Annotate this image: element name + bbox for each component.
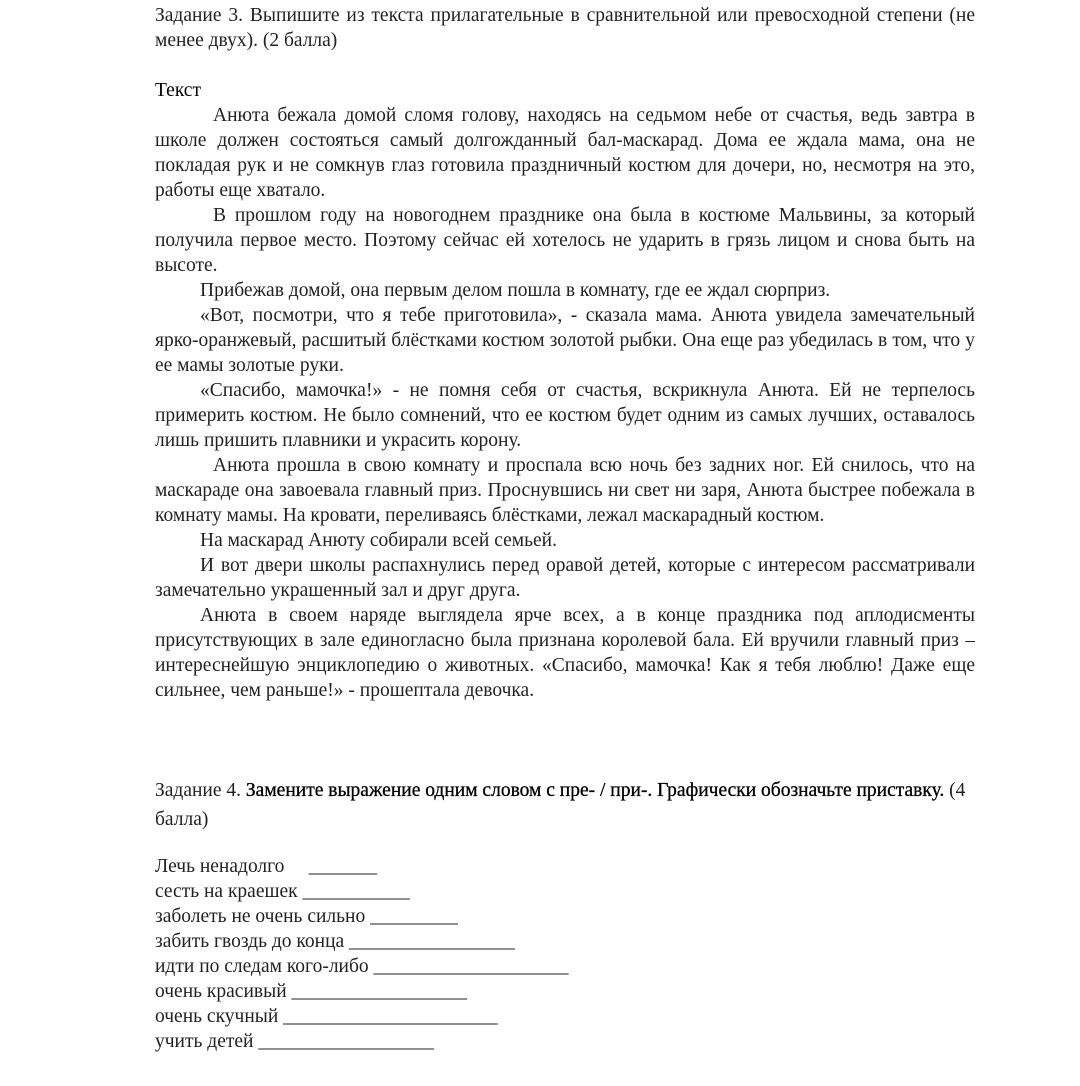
paragraph: И вот двери школы распахнулись перед оравой детей, которые с интересом рассматривали замечательно украшенный зал и друг друга. — [155, 555, 975, 601]
paragraph: Анюта прошла в свою комнату и проспала всю ночь без задних ног. Ей снилось, что на маскараде она завоевала главный приз. Проснувшись ни свет ни заря, Анюта быстрее побежала в комнату мамы. На кровати, переливаясь блёстками, лежал маскарадный костюм. — [155, 455, 975, 526]
answer-item: сесть на краешек ___________ — [155, 881, 410, 902]
answer-item: учить детей __________________ — [155, 1031, 434, 1052]
task3-heading: Задание 3. Выпишите из текста прилагательные в сравнительной или превосходной степени (не менее двух). (2 балла) — [155, 5, 975, 51]
task4-instruction: Замените выражение одним словом с пре- / при-. Графически обозначьте приставку. — [245, 780, 945, 801]
answer-item: Лечь ненадолго _______ — [155, 856, 378, 877]
paragraph: Прибежав домой, она первым делом пошла в комнату, где ее ждал сюрприз. — [200, 280, 831, 301]
answer-item: очень красивый __________________ — [155, 981, 467, 1002]
task4-prefix: Задание 4. — [155, 780, 246, 801]
answer-item: очень скучный ______________________ — [155, 1006, 498, 1027]
paragraph: На маскарад Анюту собирали всей семьей. — [200, 530, 557, 551]
document-page — [155, 3, 975, 703]
paragraph: В прошлом году на новогоднем празднике она была в костюме Мальвины, за который получила первое место. Поэтому сейчас ей хотелось не ударить в грязь лицом и снова быть на высоте. — [155, 205, 975, 276]
paragraph: Анюта бежала домой сломя голову, находясь на седьмом небе от счастья, ведь завтра в школе должен состояться самый долгожданный бал-маскарад. Дома ее ждала мама, она не покладая рук и не сомкнув глаз готовила праздничный костюм для дочери, но, несмотря на это, работы еще хватало. — [155, 105, 975, 201]
answer-list — [155, 854, 975, 1054]
answer-item: заболеть не очень сильно _________ — [155, 906, 458, 927]
task4-points: (4 балла) — [155, 780, 966, 830]
paragraph: «Спасибо, мамочка!» - не помня себя от счастья, вскрикнула Анюта. Ей не терпелось примерить костюм. Не было сомнений, что ее костюм будет одним из самых лучших, оставалось лишь пришить плавники и украсить корону. — [155, 380, 975, 451]
answer-item: забить гвоздь до конца _________________ — [155, 931, 515, 952]
paragraph: «Вот, посмотри, что я тебе приготовила», - сказала мама. Анюта увидела замечательный ярко-оранжевый, расшитый блёстками костюм золотой рыбки. Она еще раз убедилась в том, что у ее мамы золотые руки. — [155, 305, 975, 376]
task4-heading — [155, 776, 975, 834]
answer-item: идти по следам кого-либо ____________________ — [155, 956, 569, 977]
text-heading: Текст — [155, 80, 201, 101]
paragraph: Анюта в своем наряде выглядела ярче всех, а в конце праздника под аплодисменты присутствующих в зале единогласно была признана королевой бала. Ей вручили главный приз – интереснейшую энциклопедию о животных. «Спасибо, мамочка! Как я тебя люблю! Даже еще сильнее, чем раньше!» - прошептала девочка. — [155, 605, 975, 701]
